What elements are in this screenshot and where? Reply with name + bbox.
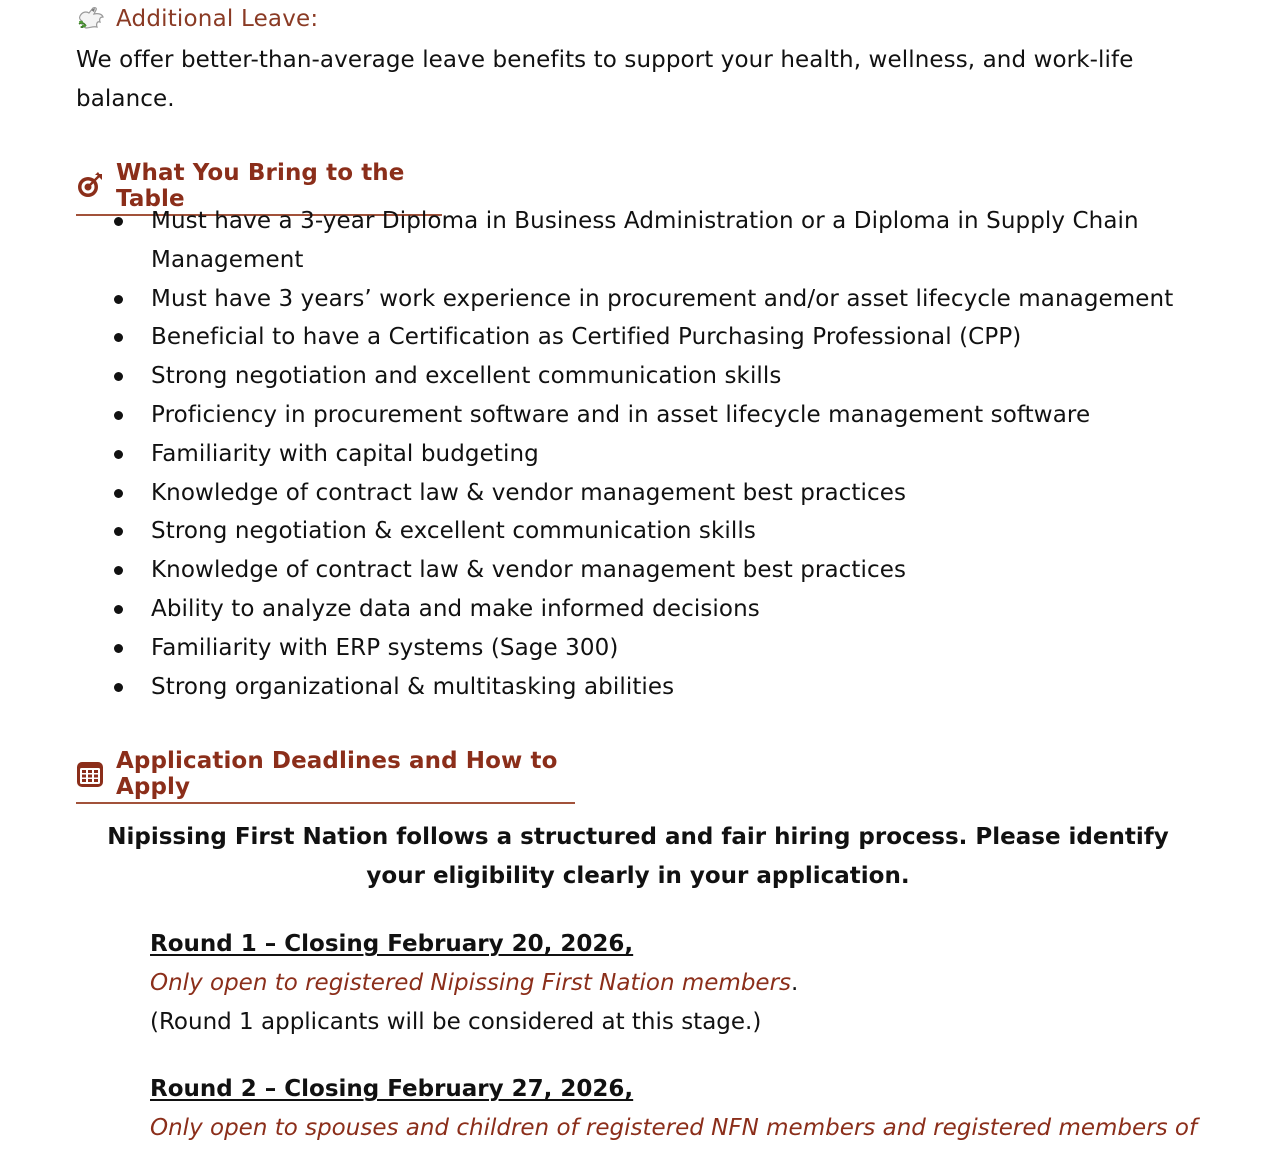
list-item [110, 512, 1190, 551]
round-2-eligibility-note: Only open to spouses and children of registered NFN members and registered members of [150, 1115, 1198, 1141]
requirement-text: Beneficial to have a Certification as Certified Purchasing Professional (CPP) [151, 324, 1022, 351]
calendar-icon [76, 760, 104, 788]
requirement-text: Must have a 3-year Diploma in Business Administration or a Diploma in Supply Chain Management [151, 208, 1139, 273]
bullet-icon [114, 333, 123, 342]
list-item [110, 590, 1190, 629]
bullet-icon [114, 217, 123, 226]
list-item [110, 668, 1190, 707]
requirement-text: Knowledge of contract law & vendor management best practices [151, 557, 907, 584]
requirements-list [110, 202, 1190, 706]
round-1-detail: (Round 1 applicants will be considered at this stage.) [150, 1009, 762, 1035]
bullet-icon [114, 683, 123, 692]
list-item [110, 551, 1190, 590]
requirement-text: Familiarity with capital budgeting [151, 440, 539, 467]
target-icon [76, 172, 104, 200]
requirement-text: Strong negotiation & excellent communication skills [151, 518, 756, 545]
bullet-icon [114, 644, 123, 653]
round-1-note-period: . [791, 970, 799, 996]
list-item [110, 396, 1190, 435]
bullet-icon [114, 527, 123, 536]
application-deadlines-title: Application Deadlines and How to Apply [116, 748, 558, 800]
additional-leave-title: Additional Leave: [116, 6, 319, 32]
list-item [110, 629, 1190, 668]
additional-leave-heading [76, 4, 318, 34]
round-2-block [150, 1070, 1210, 1148]
round-1-eligibility-note: Only open to registered Nipissing First Nation members [150, 970, 792, 996]
bullet-icon [114, 489, 123, 498]
additional-leave-text: We offer better-than-average leave benefits to support your health, wellness, and work-life balance. [76, 47, 1134, 112]
round-2-title: Round 2 – Closing February 27, 2026, [150, 1076, 634, 1102]
list-item [110, 280, 1190, 319]
requirement-text: Ability to analyze data and make informed decisions [151, 595, 760, 622]
requirement-text: Familiarity with ERP systems (Sage 300) [151, 634, 619, 661]
dove-icon [76, 4, 106, 34]
round-1-title: Round 1 – Closing February 20, 2026, [150, 931, 634, 957]
list-item [110, 357, 1190, 396]
requirement-text: Knowledge of contract law & vendor management best practices [151, 479, 907, 506]
bullet-icon [114, 295, 123, 304]
what-you-bring-title: What You Bring to the Table [116, 160, 405, 212]
bullet-icon [114, 566, 123, 575]
requirement-text: Strong organizational & multitasking abilities [151, 673, 675, 700]
list-item [110, 202, 1190, 280]
list-item [110, 318, 1190, 357]
hiring-process-intro: Nipissing First Nation follows a structured and fair hiring process. Please identify your eligibility clearly in your application. [107, 824, 1169, 889]
round-1-block [150, 925, 1210, 1042]
list-item [110, 474, 1190, 513]
requirement-text: Strong negotiation and excellent communication skills [151, 363, 782, 390]
bullet-icon [114, 605, 123, 614]
application-deadlines-heading [76, 748, 575, 804]
requirement-text: Must have 3 years’ work experience in procurement and/or asset lifecycle management [151, 285, 1174, 312]
bullet-icon [114, 372, 123, 381]
bullet-icon [114, 411, 123, 420]
requirement-text: Proficiency in procurement software and in asset lifecycle management software [151, 401, 1091, 428]
bullet-icon [114, 450, 123, 459]
list-item [110, 435, 1190, 474]
